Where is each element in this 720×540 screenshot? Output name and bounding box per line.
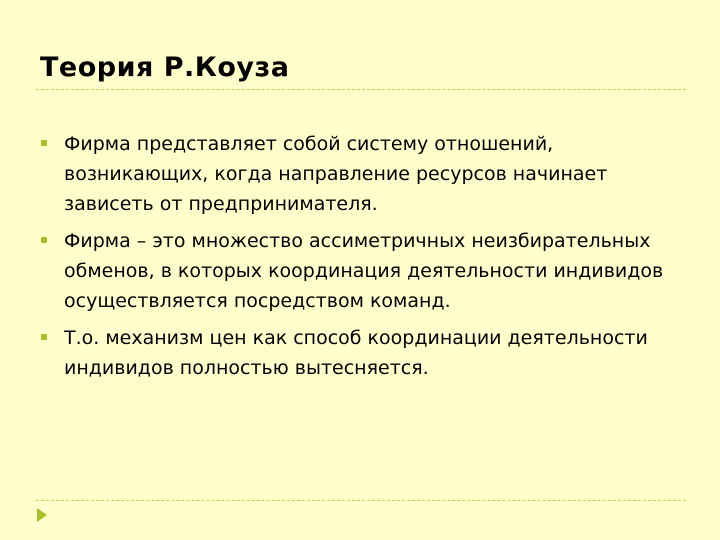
slide-title: Теория Р.Коуза	[40, 52, 290, 83]
footer-divider	[36, 500, 686, 501]
list-item	[41, 226, 691, 316]
bullet-text: Фирма – это множество ассиметричных неизбирательных обменов, в которых координация деятельности индивидов осуществляется посредством команд.	[64, 230, 664, 312]
title-divider	[36, 89, 686, 90]
bullet-text: Фирма представляет собой систему отношений, возникающих, когда направление ресурсов начинает зависеть от предпринимателя.	[64, 133, 608, 215]
square-bullet-icon	[41, 334, 47, 340]
bullet-list	[41, 129, 691, 390]
bullet-text: Т.о. механизм цен как способ координации деятельности индивидов полностью вытесняется.	[64, 327, 648, 379]
next-arrow-icon[interactable]	[37, 508, 47, 522]
list-item	[41, 323, 691, 383]
square-bullet-icon	[41, 140, 47, 146]
square-bullet-icon	[41, 237, 47, 243]
list-item	[41, 129, 691, 219]
